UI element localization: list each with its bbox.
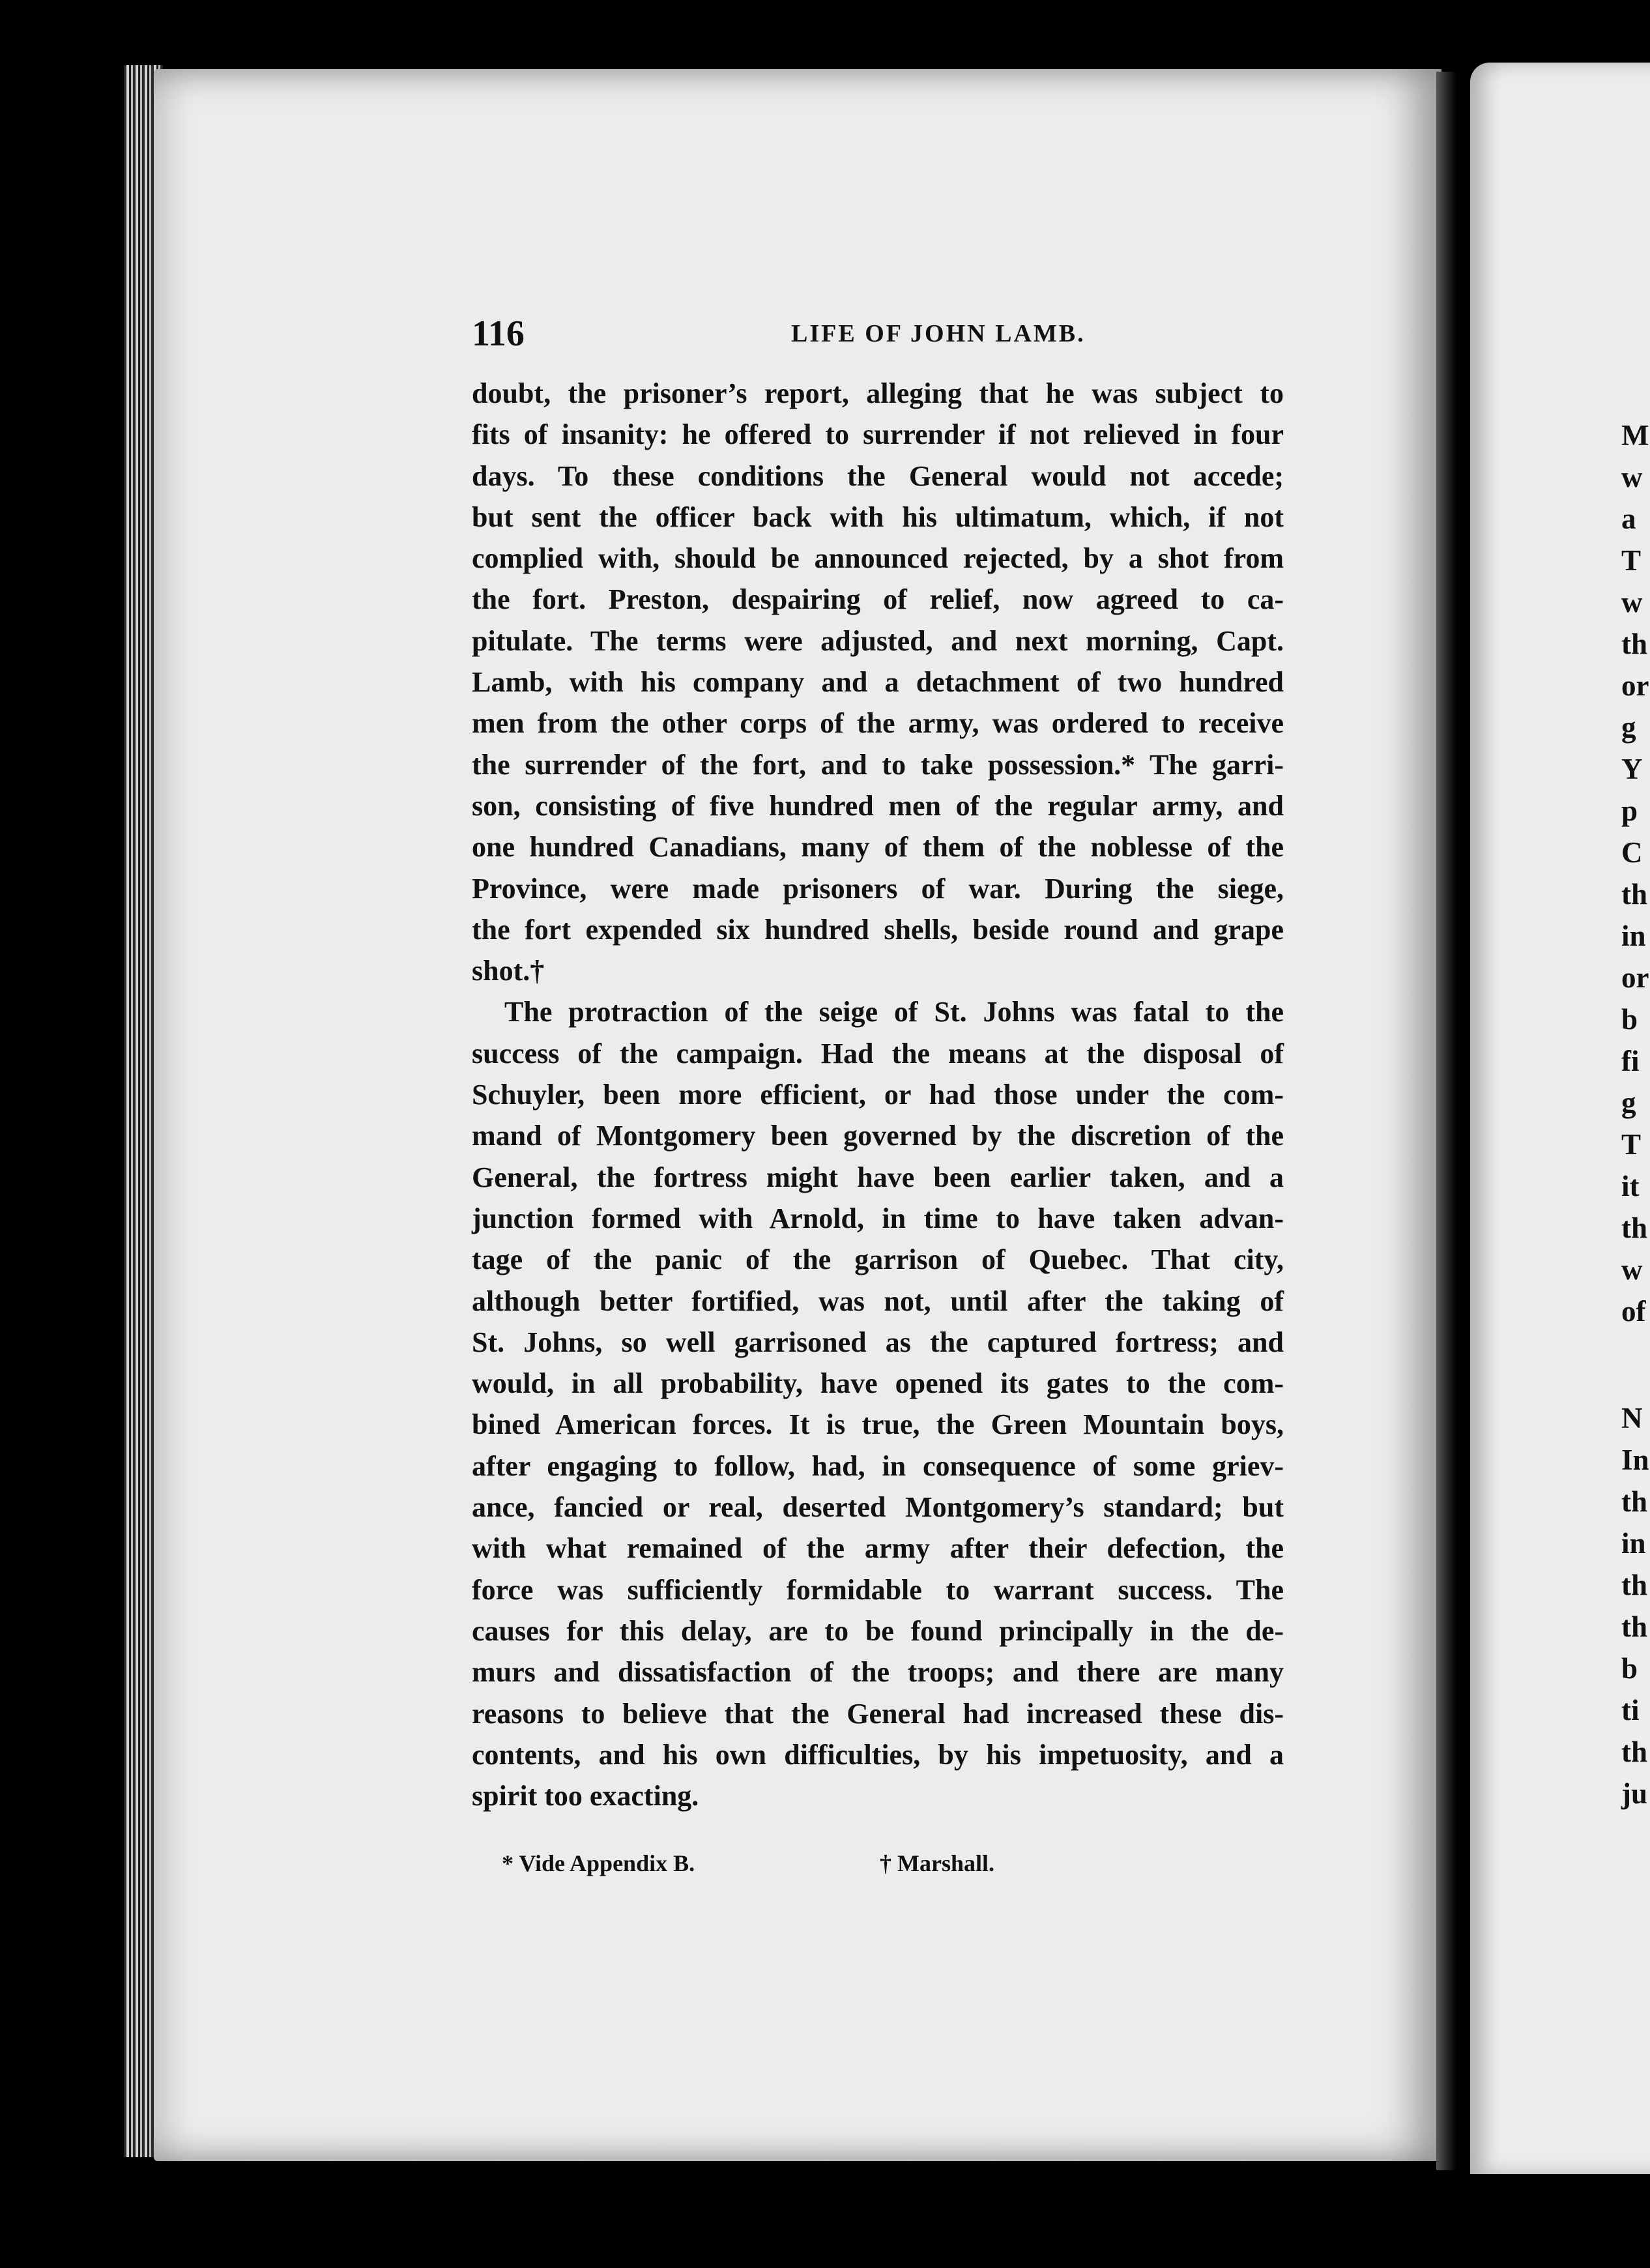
body-text [472,373,1284,1816]
facing-page-line-fragment: N [1621,1402,1643,1434]
text-line: Schuyler, been more efficient, or had those under the com- [472,1079,1284,1111]
facing-page-line-fragment: p [1621,794,1638,827]
facing-page-line-fragment: M [1621,419,1649,452]
text-line: fits of insanity: he offered to surrender if not relieved in four [472,418,1284,451]
facing-page-line-fragment: of [1621,1295,1646,1328]
facing-page-line-fragment: g [1621,1086,1636,1119]
text-line: ance, fancied or real, deserted Montgomery’s standard; but [472,1491,1284,1524]
page-number: 116 [472,313,525,354]
running-head: LIFE OF JOHN LAMB. [791,320,1086,347]
text-line: the fort. Preston, despairing of relief, now agreed to ca- [472,583,1284,616]
facing-page-line-fragment: th [1621,1610,1648,1643]
facing-page-line-fragment: th [1621,878,1648,910]
facing-page-line-fragment: b [1621,1652,1638,1685]
text-line: The protraction of the seige of St. Johns was fatal to the [504,996,1284,1028]
footnote-vide-appendix: * Vide Appendix B. [502,1850,695,1876]
facing-page-line-fragment: it [1621,1170,1640,1202]
text-line: causes for this delay, are to be found principally in the de- [472,1614,1284,1647]
text-line: after engaging to follow, had, in consequence of some griev- [472,1449,1284,1482]
footnotes [502,1850,1088,1889]
facing-page-line-fragment: fi [1621,1045,1640,1077]
text-line: reasons to believe that the General had increased these dis- [472,1697,1284,1730]
paragraph-1 [472,373,1284,991]
paragraph-2 [472,991,1284,1816]
facing-page-line-fragment: w [1621,586,1643,618]
text-line: doubt, the prisoner’s report, alleging that he was subject to [472,377,1284,409]
facing-page-line-fragment: th [1621,628,1648,660]
text-line: force was sufficiently formidable to warrant success. The [472,1573,1284,1606]
facing-page-line-fragment: T [1621,544,1642,577]
text-line: days. To these conditions the General would not accede; [472,459,1284,492]
facing-page-line-fragment: w [1621,461,1643,493]
text-line: with what remained of the army after their defection, the [472,1532,1284,1565]
facing-page-line-fragment: or [1621,961,1649,994]
text-line: St. Johns, so well garrisoned as the captured fortress; and [472,1326,1284,1358]
text-line: success of the campaign. Had the means at the disposal of [472,1037,1284,1069]
text-line: contents, and his own difficulties, by his impetuosity, and a [472,1738,1284,1771]
facing-page-line-fragment: C [1621,836,1643,869]
facing-page-line-fragment: ti [1621,1694,1640,1726]
facing-page-line-fragment: T [1621,1128,1642,1161]
text-line: bined American forces. It is true, the Green Mountain boys, [472,1408,1284,1441]
text-line: the fort expended six hundred shells, beside round and grape [472,913,1284,946]
facing-page-line-fragment: in [1621,920,1646,952]
facing-page-line-fragment: th [1621,1212,1648,1244]
facing-page-line-fragment: In [1621,1444,1649,1476]
facing-page-line-fragment: th [1621,1485,1648,1518]
text-line: murs and dissatisfaction of the troops; and there are many [472,1656,1284,1689]
facing-page-line-fragment: th [1621,1569,1648,1601]
text-line: pitulate. The terms were adjusted, and next morning, Capt. [472,624,1284,657]
page-header [472,313,1286,358]
text-line: tage of the panic of the garrison of Quebec. That city, [472,1243,1284,1276]
text-line: junction formed with Arnold, in time to have taken advan- [472,1202,1284,1234]
text-line: one hundred Canadians, many of them of the noblesse of the [472,831,1284,864]
text-line: although better fortified, was not, until after the taking of [472,1285,1284,1317]
footnote-marshall: † Marshall. [880,1850,994,1876]
text-line: mand of Montgomery been governed by the discretion of the [472,1120,1284,1152]
facing-page-line-fragment: g [1621,711,1636,744]
text-line: Province, were made prisoners of war. During the siege, [472,872,1284,905]
facing-page-line-fragment: in [1621,1527,1646,1560]
facing-page-line-fragment: b [1621,1003,1638,1036]
facing-page-line-fragment: ju [1621,1777,1648,1810]
book-gutter [1436,72,1470,2170]
text-line: son, consisting of five hundred men of the regular army, and [472,789,1284,822]
facing-page-line-fragment: a [1621,502,1636,535]
text-line: would, in all probability, have opened its gates to the com- [472,1367,1284,1400]
text-line: men from the other corps of the army, was ordered to receive [472,707,1284,740]
text-line: the surrender of the fort, and to take possession.* The garri- [472,748,1284,781]
text-line: but sent the officer back with his ultimatum, which, if not [472,501,1284,533]
text-line: complied with, should be announced rejected, by a shot from [472,542,1284,575]
facing-page-line-fragment: or [1621,669,1649,702]
facing-page-line-fragment: w [1621,1253,1643,1286]
facing-page-line-fragment: th [1621,1736,1648,1768]
text-line: General, the fortress might have been earlier taken, and a [472,1161,1284,1193]
text-line: shot.† [472,955,545,987]
text-line: Lamb, with his company and a detachment of two hundred [472,666,1284,699]
text-line: spirit too exacting. [472,1780,699,1812]
facing-page-line-fragment: Y [1621,753,1643,785]
